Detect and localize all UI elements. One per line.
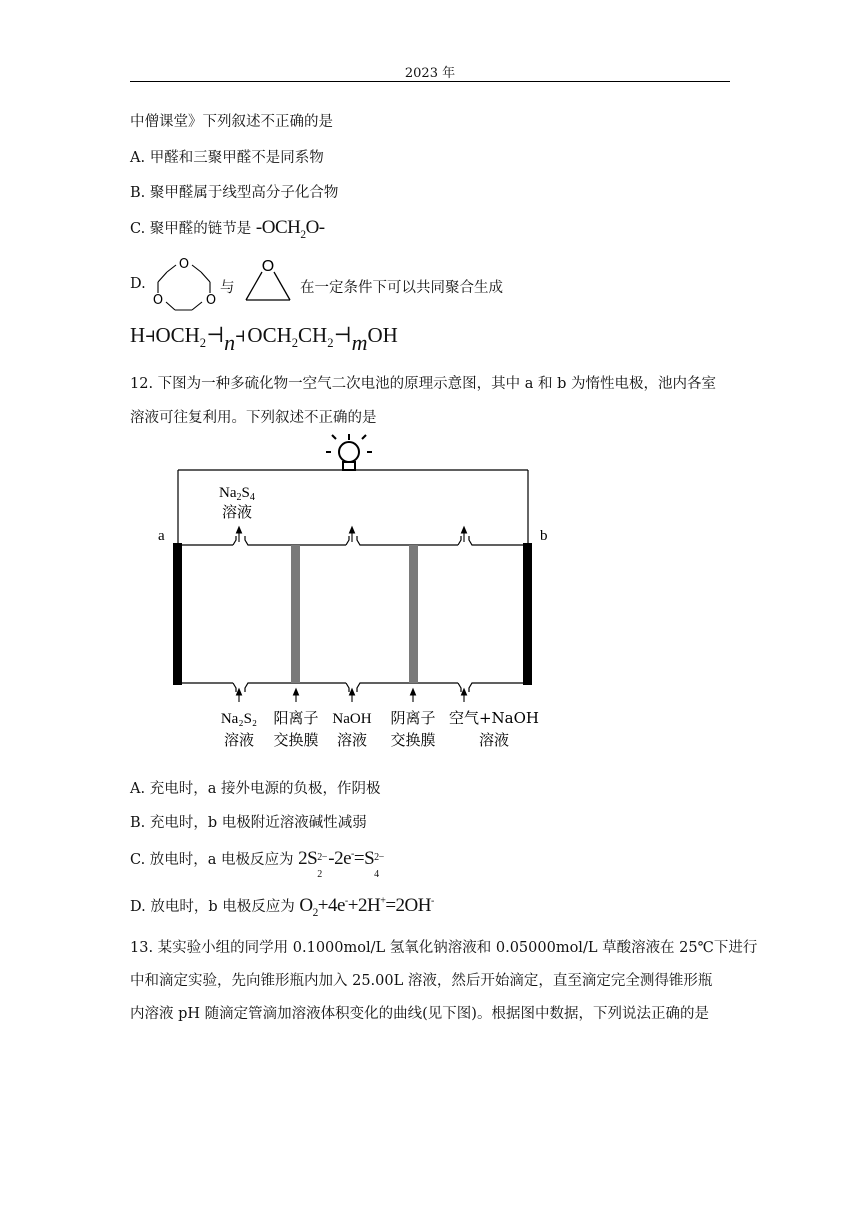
q12-option-d-equation: $O_2+4e^-+2H^+=2OH^-$ xyxy=(299,895,434,919)
trioxane-o-top: O xyxy=(178,257,190,272)
label-top-solution: 溶液 xyxy=(222,503,253,521)
cell-top-wall xyxy=(178,536,528,545)
label-bottom-3-line1: NaOH xyxy=(332,711,372,727)
cation-exchange-membrane xyxy=(291,545,300,683)
q13-line1: 13. 某实验小组的同学用 0.1000mol/L 氢氧化钠溶液和 0.05000mol/L 草酸溶液在 25℃下进行 xyxy=(130,940,758,956)
polymer-formula: H⫞ $OCH_2⊣n⫞$ $OCH_2CH_2⊣mOH$ xyxy=(130,323,398,355)
q13-line2: 中和滴定实验，先向锥形瓶内加入 25.00L 溶液，然后开始滴定，直至滴定完全测得锥形瓶 xyxy=(130,973,713,989)
light-bulb-icon xyxy=(326,434,372,470)
trioxane-o-left: O xyxy=(152,293,164,308)
label-bottom-5-line2: 溶液 xyxy=(478,731,510,749)
q11-stem: 中僧课堂》下列叙述不正确的是 xyxy=(130,114,333,130)
q12-option-c-text: C. 放电时，a 电极反应为 xyxy=(130,852,294,868)
q11-option-a: A. 甲醛和三聚甲醛不是同系物 xyxy=(130,150,324,166)
electrode-a xyxy=(173,543,182,685)
electrode-b xyxy=(523,543,532,685)
q12-option-c xyxy=(130,848,385,880)
q11-option-d-label: D. xyxy=(130,276,146,292)
q12-option-d xyxy=(130,895,434,919)
ethylene-oxide-o: O xyxy=(261,258,275,275)
q13-line3: 内溶液 pH 随滴定管滴加溶液体积变化的曲线(见下图)。根据图中数据，下列说法正确的是 xyxy=(130,1006,709,1022)
q11-option-d-text: 在一定条件下可以共同聚合生成 xyxy=(300,280,503,296)
q11-option-d-and: 与 xyxy=(220,280,235,296)
label-bottom-1-line1: Na₂S₂ xyxy=(220,711,258,727)
q11-option-c-formula: $-OCH_2O-$ xyxy=(255,217,325,241)
label-top-formula: $Na_2S_4$ xyxy=(219,485,255,503)
label-bottom-2-line2: 交换膜 xyxy=(273,731,319,749)
label-electrode-a: a xyxy=(158,528,165,544)
q12-stem-line2: 溶液可往复利用。下列叙述不正确的是 xyxy=(130,410,377,426)
q11-option-b: B. 聚甲醛属于线型高分子化合物 xyxy=(130,185,339,201)
page-header-year: 2023 年 xyxy=(404,66,456,81)
label-electrode-b: b xyxy=(540,528,548,544)
q12-option-b: B. 充电时，b 电极附近溶液碱性减弱 xyxy=(130,815,367,831)
label-bottom-1-line2: 溶液 xyxy=(223,731,255,749)
q12-option-c-equation: 2S 2− 2 -2e-=S 2− 4 xyxy=(298,848,384,880)
label-bottom-2-line1: 阳离子 xyxy=(273,709,319,727)
label-bottom-3-line2: 溶液 xyxy=(336,731,368,749)
q12-option-a: A. 充电时，a 接外电源的负极，作阴极 xyxy=(130,781,381,797)
q11-option-c-text: C. 聚甲醛的链节是 xyxy=(130,221,252,237)
label-bottom-4-line1: 阴离子 xyxy=(390,709,436,727)
q12-stem-line1: 12. 下图为一种多硫化物一空气二次电池的原理示意图，其中 a 和 b 为惰性电极，池内各室 xyxy=(130,376,717,392)
label-bottom-4-line2: 交换膜 xyxy=(390,731,436,749)
top-flow-arrows xyxy=(237,527,467,542)
label-bottom-5-line1: 空气+NaOH xyxy=(448,709,540,727)
anion-exchange-membrane xyxy=(409,545,418,683)
trioxane-o-right: O xyxy=(205,293,217,308)
q12-option-d-text: D. 放电时，b 电极反应为 xyxy=(130,899,295,915)
bottom-flow-arrows xyxy=(237,689,467,702)
